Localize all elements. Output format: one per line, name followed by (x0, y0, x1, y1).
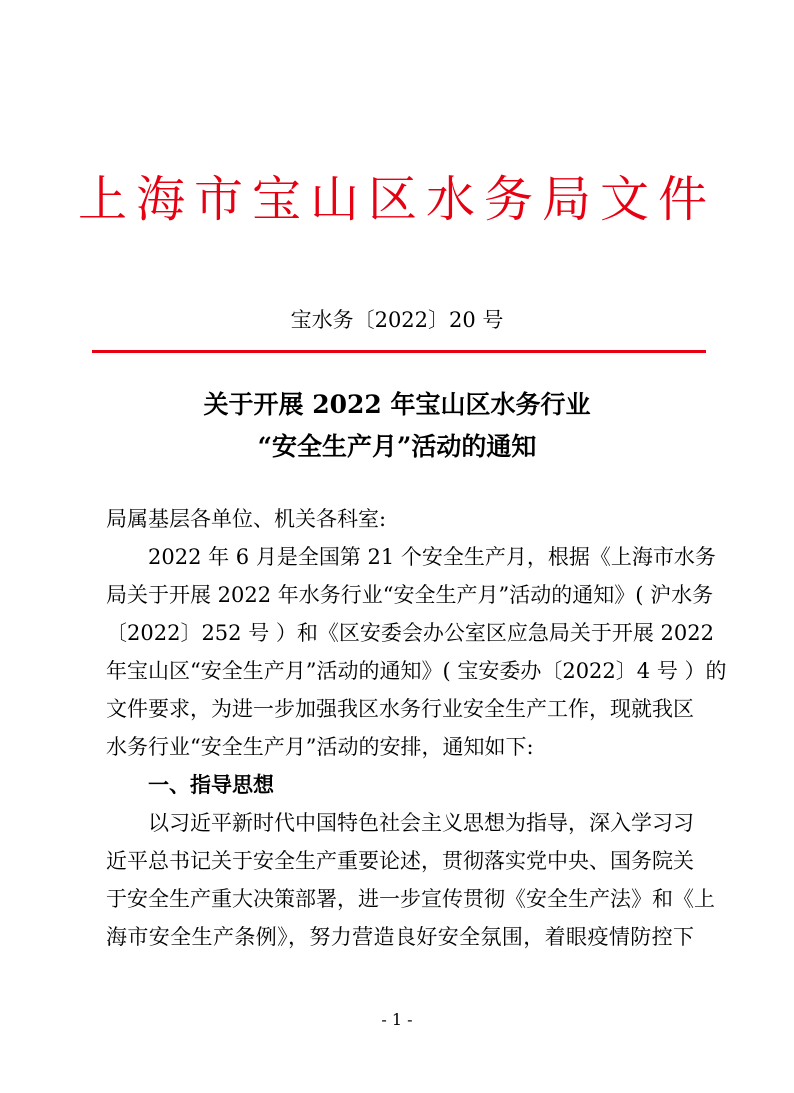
paragraph-1-line: 水务行业“安全生产月”活动的安排，通知如下: (106, 735, 534, 759)
paragraph-1-line: 〔2022〕252 号 ）和《区安委会办公室区应急局关于开展 2022 (106, 621, 714, 645)
addressee: 局属基层各单位、机关各科室: (106, 507, 387, 531)
notice-title-line-2: “安全生产月”活动的通知 (257, 432, 537, 461)
paragraph-1-line: 局关于开展 2022 年水务行业“安全生产月”活动的通知》( 沪水务 (106, 583, 714, 607)
paragraph-2-line: 近平总书记关于安全生产重要论述，贯彻落实党中央、国务院关 (106, 849, 694, 873)
notice-title (0, 384, 794, 468)
paragraph-1-line: 文件要求，为进一步加强我区水务行业安全生产工作，现就我区 (106, 697, 694, 721)
paragraph-1-line: 年宝山区“安全生产月”活动的通知》( 宝安委办〔2022〕4 号 ）的 (106, 659, 727, 683)
document-header-title: 上海市宝山区水务局文件 (77, 171, 716, 228)
notice-title-line-1: 关于开展 2022 年宝山区水务行业 (203, 390, 591, 419)
paragraph-1-line: 2022 年 6 月是全国第 21 个安全生产月，根据《上海市水务 (148, 545, 716, 569)
paragraph-2-line: 海市安全生产条例》，努力营造良好安全氛围，着眼疫情防控下 (106, 925, 694, 949)
page-number: - 1 - (381, 1010, 413, 1029)
paragraph-2-line: 于安全生产重大决策部署，进一步宣传贯彻《安全生产法》和《上 (106, 887, 715, 911)
paragraph-2-line: 以习近平新时代中国特色社会主义思想为指导，深入学习习 (148, 811, 694, 835)
document-number: 宝水务〔2022〕20 号 (290, 308, 504, 332)
red-divider-line (92, 350, 706, 353)
document-body (106, 500, 727, 956)
section-1-heading: 一、指导思想 (148, 773, 274, 797)
